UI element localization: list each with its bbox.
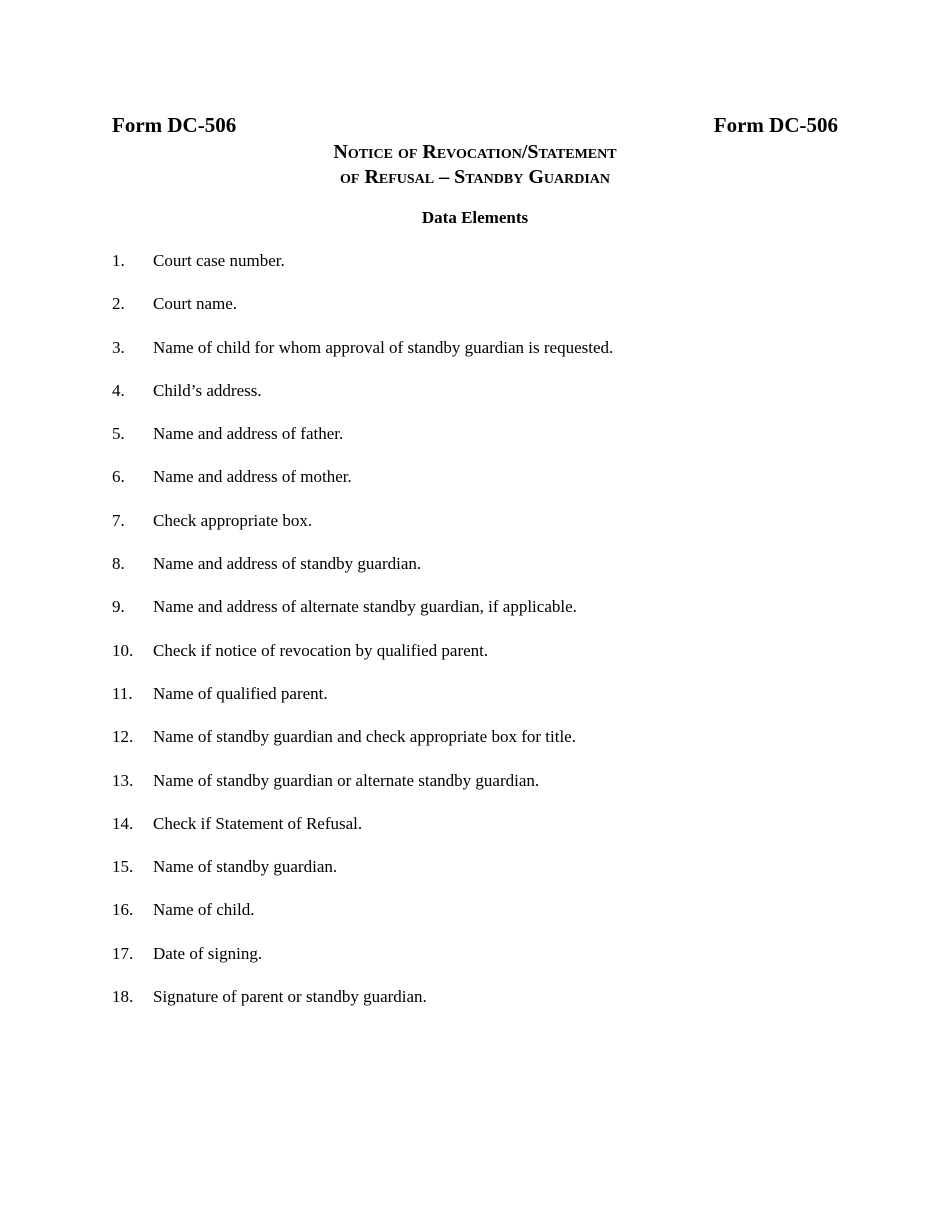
item-text: Name of qualified parent. bbox=[153, 683, 328, 703]
item-number: 11. bbox=[112, 683, 133, 703]
item-number: 3. bbox=[112, 337, 125, 357]
section-heading: Data Elements bbox=[421, 208, 529, 227]
item-text: Court case number. bbox=[153, 251, 285, 270]
title-line-2: of Refusal – Standby Guardian bbox=[340, 166, 610, 188]
list-item bbox=[112, 293, 613, 336]
list-item bbox=[112, 423, 613, 466]
data-elements-list bbox=[112, 250, 613, 1029]
list-item bbox=[112, 770, 613, 813]
item-number: 1. bbox=[112, 251, 125, 270]
list-item bbox=[112, 640, 613, 683]
item-text: Name and address of father. bbox=[153, 424, 344, 444]
list-item bbox=[112, 337, 613, 380]
item-number: 15. bbox=[112, 857, 134, 877]
item-number: 12. bbox=[112, 727, 134, 747]
item-text: Check if notice of revocation by qualified parent. bbox=[153, 640, 489, 660]
item-number: 6. bbox=[112, 467, 125, 487]
list-item bbox=[112, 596, 613, 639]
item-number: 5. bbox=[112, 424, 125, 444]
title-line-1: Notice of Revocation/Statement bbox=[333, 141, 617, 163]
item-text: Name of child. bbox=[153, 900, 255, 920]
list-item bbox=[112, 943, 613, 986]
list-item bbox=[112, 466, 613, 509]
item-text: Name and address of standby guardian. bbox=[153, 554, 422, 574]
item-text: Name of standby guardian. bbox=[153, 857, 338, 877]
list-item bbox=[112, 380, 613, 423]
item-text: Name of child for whom approval of standby guardian is requested. bbox=[153, 337, 614, 357]
item-number: 18. bbox=[112, 987, 134, 1007]
item-number: 17. bbox=[112, 943, 134, 963]
list-item bbox=[112, 856, 613, 899]
item-text: Date of signing. bbox=[153, 943, 263, 963]
item-text: Name of standby guardian or alternate standby guardian. bbox=[153, 770, 540, 790]
item-number: 7. bbox=[112, 510, 125, 530]
list-item bbox=[112, 510, 613, 553]
list-item bbox=[112, 899, 613, 942]
item-number: 8. bbox=[112, 554, 125, 574]
list-item bbox=[112, 726, 613, 769]
list-item bbox=[112, 553, 613, 596]
item-number: 9. bbox=[112, 597, 125, 617]
item-text: Court name. bbox=[153, 294, 238, 314]
item-text: Signature of parent or standby guardian. bbox=[153, 987, 427, 1007]
item-number: 13. bbox=[112, 770, 134, 790]
list-item bbox=[112, 986, 613, 1029]
item-text: Check appropriate box. bbox=[153, 510, 313, 530]
item-number: 4. bbox=[112, 380, 125, 400]
form-number-right: Form DC-506 bbox=[713, 113, 838, 137]
item-text: Child’s address. bbox=[153, 380, 262, 400]
list-item bbox=[112, 683, 613, 726]
list-item bbox=[112, 250, 613, 293]
document-title bbox=[0, 140, 950, 190]
list-item bbox=[112, 813, 613, 856]
item-number: 2. bbox=[112, 294, 125, 314]
item-text: Name and address of mother. bbox=[153, 467, 352, 487]
item-text: Check if Statement of Refusal. bbox=[153, 813, 363, 833]
item-text: Name of standby guardian and check appropriate box for title. bbox=[153, 727, 576, 747]
item-number: 16. bbox=[112, 900, 134, 920]
item-text: Name and address of alternate standby guardian, if applicable. bbox=[153, 597, 577, 617]
form-number-left: Form DC-506 bbox=[112, 113, 237, 137]
item-number: 14. bbox=[112, 813, 134, 833]
item-number: 10. bbox=[112, 640, 134, 660]
